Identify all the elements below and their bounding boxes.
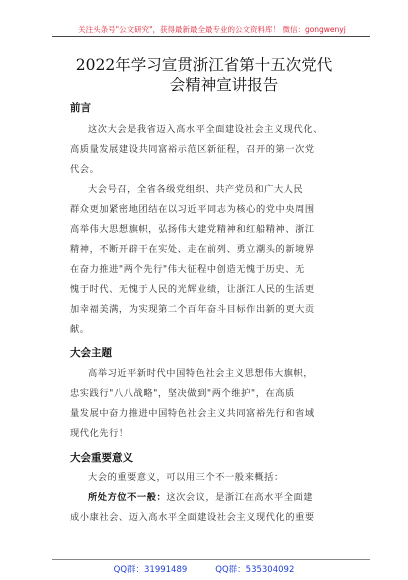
document-title-line1: 2022年学习宣贯浙江省第十五次党代 <box>75 56 333 74</box>
paragraph-line: 大会号召，全省各级党组织、共产党员和广大人民 <box>88 184 304 195</box>
paragraph-line: 愧于时代、无愧于人民的光辉业绩，让浙江人民的生活更 <box>70 284 315 295</box>
paragraph-line: 成小康社会、迈入高水平全面建设社会主义现代化的重要 <box>70 512 315 523</box>
paragraph-line: 献。 <box>70 324 90 335</box>
footer <box>0 563 408 575</box>
paragraph-line: 高质量发展建设共同富裕示范区新征程，召开的第一次党 <box>70 144 315 155</box>
paragraph-line: 精神，不断开辟干在实处、走在前列、勇立潮头的新境界 <box>70 244 315 255</box>
paragraph-line: 量发展中奋力推进中国特色社会主义共同富裕先行和省域 <box>70 408 315 419</box>
paragraph-line: 在奋力推进"两个先行"伟大征程中创造无愧于历史、无 <box>70 264 305 275</box>
header-divider <box>52 36 370 37</box>
paragraph-line: 高举习近平新时代中国特色社会主义思想伟大旗帜， <box>88 368 314 379</box>
paragraph-line: 群众更加紧密地团结在以习近平同志为核心的党中央周围 <box>70 204 315 215</box>
footer-qq-group-1: QQ群：31991489 <box>113 565 188 575</box>
first-point-text: 这次会议，是浙江在高水平全面建 <box>166 492 314 503</box>
first-point-lead: 所处方位不一般： <box>88 492 167 503</box>
paragraph-line: 代会。 <box>70 164 100 175</box>
paragraph-line: 现代化先行！ <box>70 428 129 439</box>
paragraph-line: 大会的重要意义，可以用三个不一般来概括： <box>88 472 284 483</box>
paragraph-line: 高举伟大思想旗帜，弘扬伟大建党精神和红船精神、浙江 <box>70 224 315 235</box>
footer-divider <box>52 559 370 560</box>
paragraph-line-first-point <box>88 492 360 504</box>
document-title-line2: 会精神宣讲报告 <box>169 76 279 94</box>
section-heading-theme: 大会主题 <box>70 347 112 359</box>
paragraph-line: 忠实践行"八八战略"，坚决做到"两个维护"，在高质 <box>70 388 295 399</box>
paragraph-line: 这次大会是我省迈入高水平全面建设社会主义现代化、 <box>88 124 323 135</box>
header-banner: 关注头条号"公文研究"，获得最新最全最专业的公文资料库！ 微信：gongwenyj <box>78 25 346 34</box>
paragraph-line: 加幸福美满，为实现第二个百年奋斗目标作出新的更大贡 <box>70 304 315 315</box>
section-heading-significance: 大会重要意义 <box>70 452 133 464</box>
footer-qq-group-2: QQ群：535304092 <box>215 565 295 575</box>
section-heading-preface: 前言 <box>70 102 91 114</box>
